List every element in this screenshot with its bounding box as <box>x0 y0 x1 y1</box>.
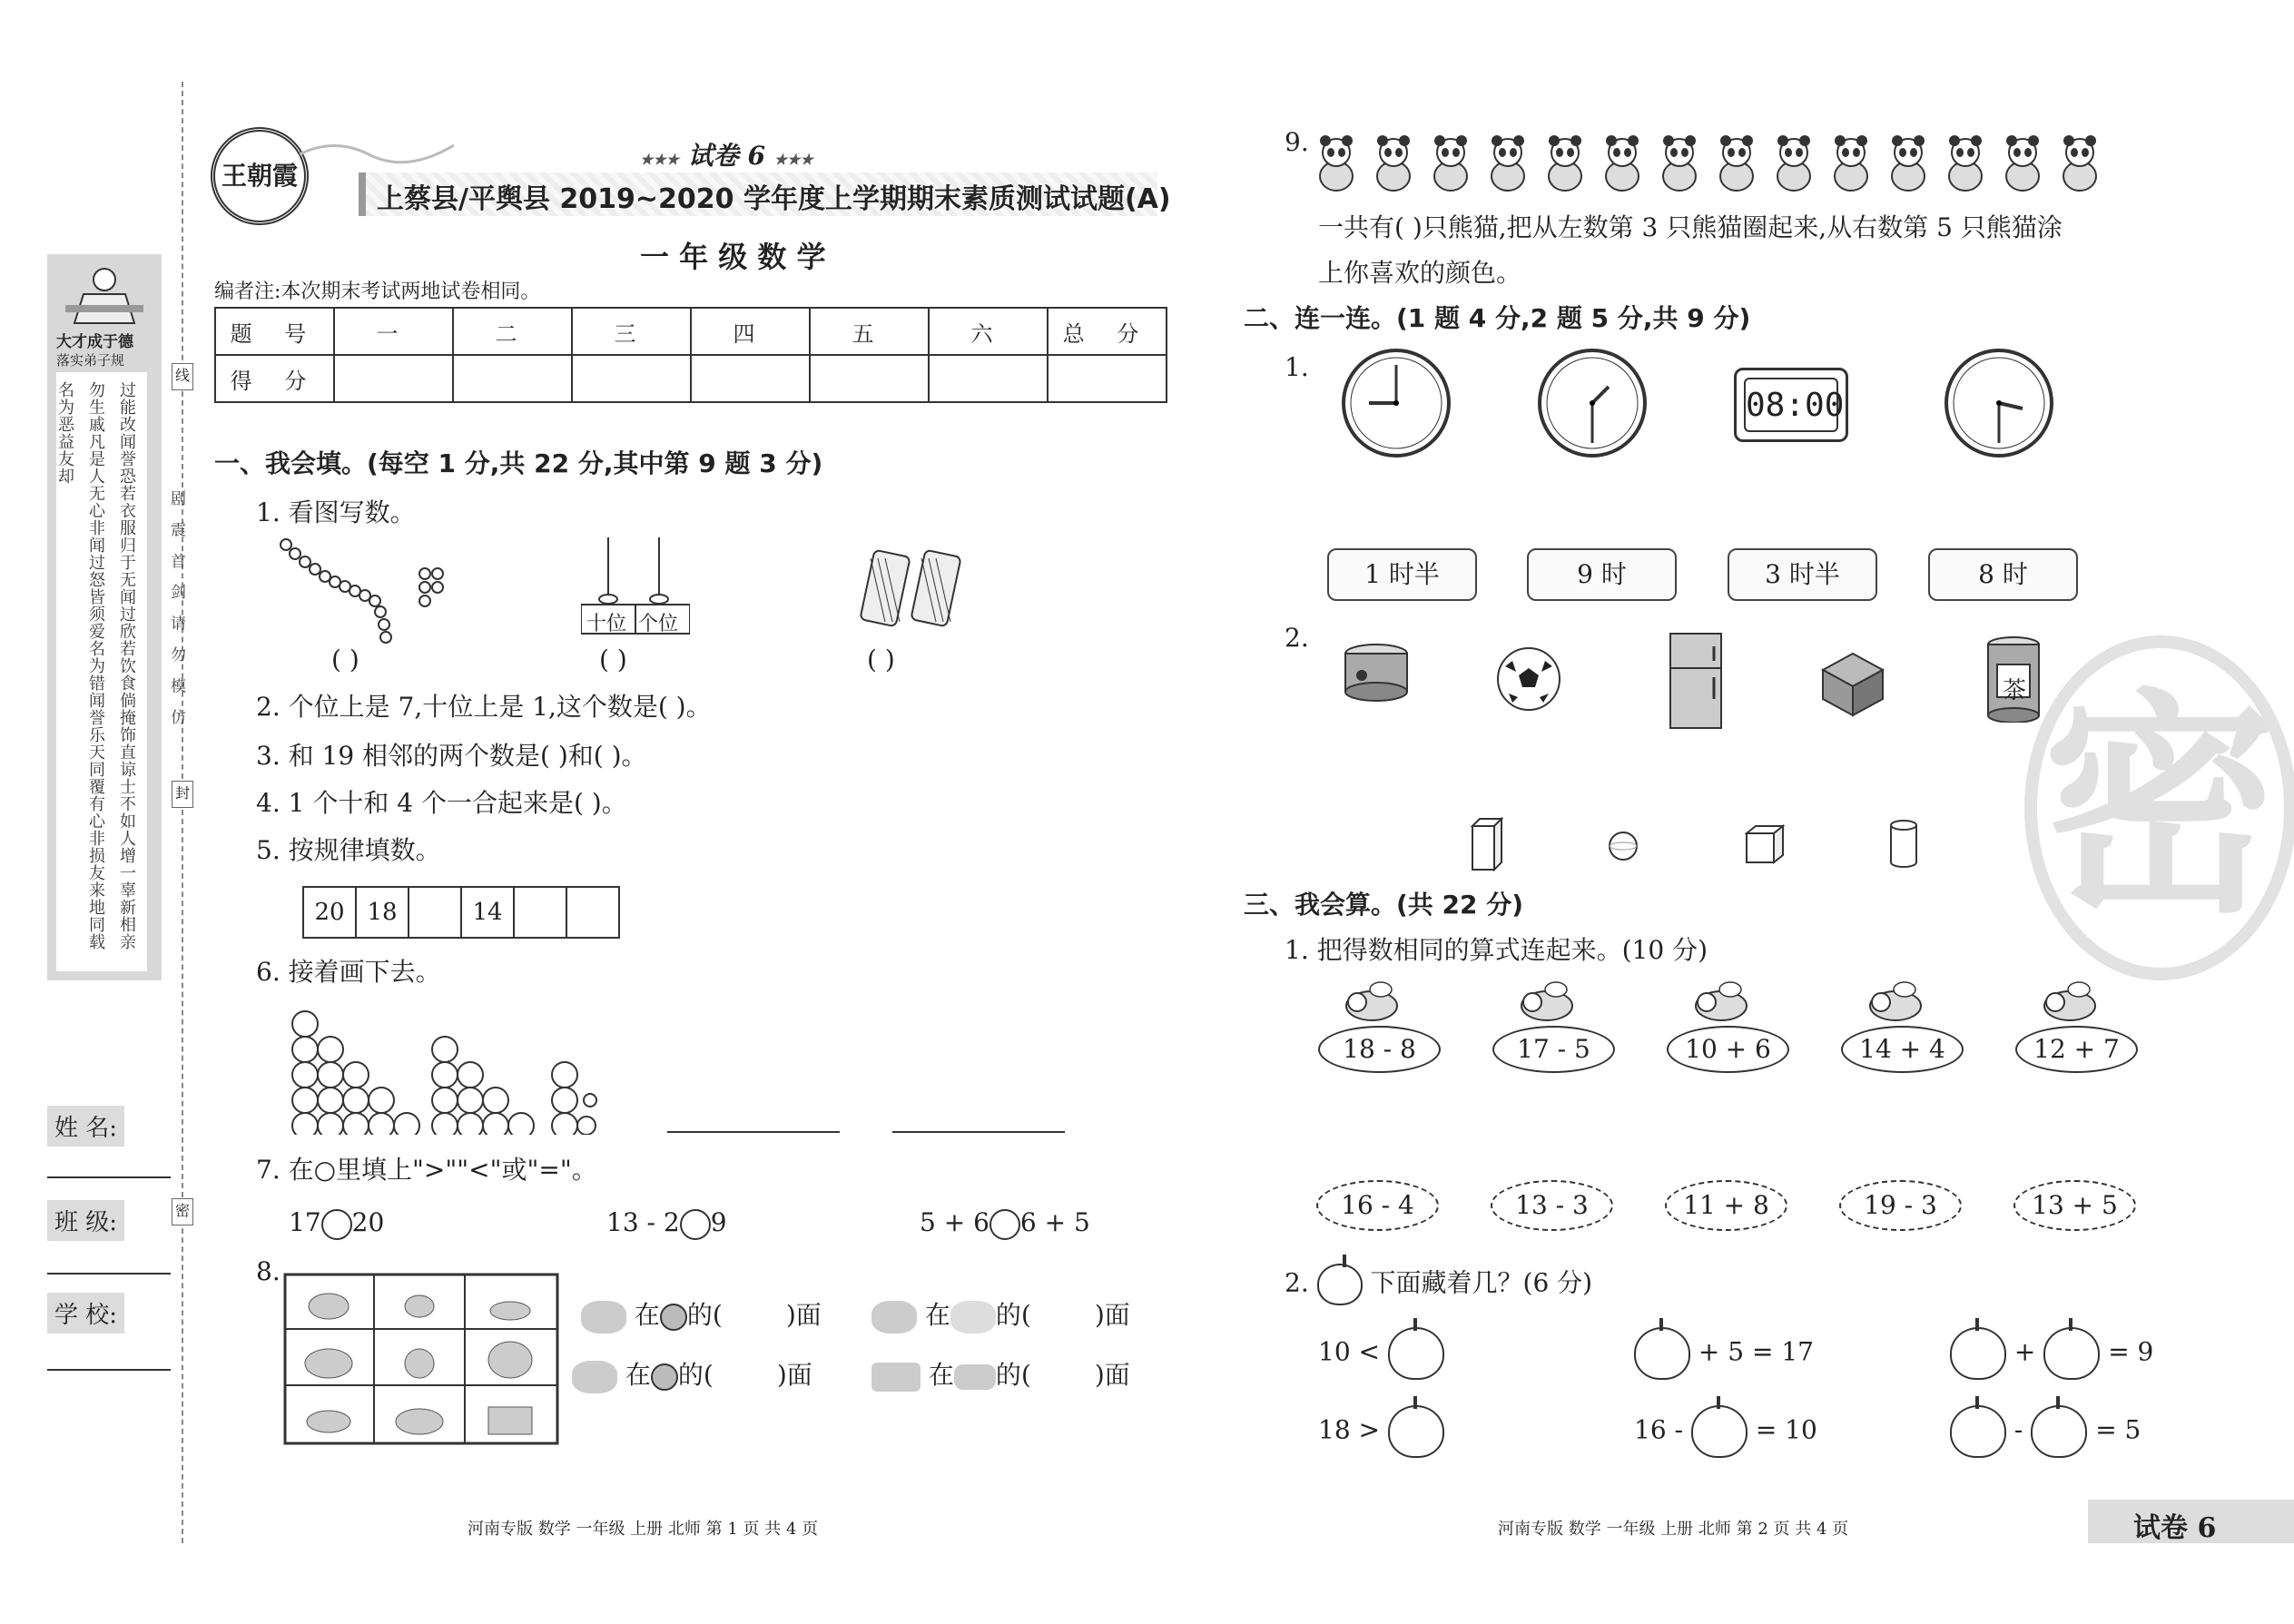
q7-item-3: 5 + 6 6 + 5 <box>920 1207 1090 1240</box>
q8-line-1: 在 的( )面 <box>581 1300 822 1334</box>
q8-line-2: 在 的( )面 <box>871 1300 1130 1334</box>
section2-q1-label: 1. <box>1285 352 1309 382</box>
sequence-table <box>302 886 620 939</box>
name-label: 姓 名: <box>47 1106 124 1147</box>
panda-icon[interactable] <box>1320 135 1353 191</box>
apple-blank[interactable] <box>1950 1327 2006 1380</box>
top-expression-4[interactable]: 14 + 4 <box>1841 1026 1964 1073</box>
panda-row-picture <box>1316 133 2151 196</box>
top-expression-1[interactable]: 18 - 8 <box>1318 1026 1441 1073</box>
q1-text: 1. 看图写数。 <box>256 497 416 527</box>
cylinder-shape-icon[interactable] <box>1888 819 1919 870</box>
footer-right: 河南专版 数学 一年级 上册 北师 第 2 页 共 4 页 <box>1498 1520 1849 1539</box>
panda-icon[interactable] <box>1663 135 1696 191</box>
panda-icon[interactable] <box>1720 135 1753 191</box>
score-table-cell: 得 分 <box>215 355 334 402</box>
score-table-cell: 五 <box>810 308 929 355</box>
score-table-cell: 四 <box>691 308 810 355</box>
sequence-cell: 14 <box>461 887 514 938</box>
score-table-cell: 二 <box>453 308 572 355</box>
time-card-2[interactable]: 9 时 <box>1527 548 1677 601</box>
score-input-cell[interactable] <box>691 355 810 402</box>
name-input-line[interactable] <box>47 1176 171 1178</box>
apple-blank[interactable] <box>1691 1405 1748 1458</box>
class-input-line[interactable] <box>47 1273 171 1275</box>
cuboid-shape-icon[interactable] <box>1469 817 1505 871</box>
stick-bundles-picture <box>858 549 967 627</box>
car-icon <box>954 1364 996 1390</box>
school-label: 学 校: <box>47 1293 124 1334</box>
panda-icon[interactable] <box>1434 135 1467 191</box>
clock-half-past-3[interactable] <box>1943 347 2055 459</box>
panda-icon[interactable] <box>1606 135 1639 191</box>
fold-mark-mid: 封 <box>172 781 193 808</box>
circle-pattern-picture <box>289 1008 597 1135</box>
q3-text: 3. 和 19 相邻的两个数是( )和( )。 <box>256 741 647 771</box>
panda-icon[interactable] <box>1549 135 1581 191</box>
apple-eq-3: + = 9 <box>1950 1327 2153 1380</box>
bottom-expression-4[interactable]: 19 - 3 <box>1839 1180 1962 1231</box>
fold-note: 剧 震 首 剑 请 勿 模 仿 <box>167 490 185 730</box>
apple-blank[interactable] <box>1388 1405 1444 1458</box>
score-input-cell[interactable] <box>453 355 572 402</box>
q2-text: 2. 个位上是 7,十位上是 1,这个数是( )。 <box>256 692 712 722</box>
score-table-cell: 一 <box>334 308 453 355</box>
tea-can-label: 茶 <box>2003 677 2027 704</box>
apple-blank[interactable] <box>1388 1327 1444 1380</box>
ribbon-decoration <box>300 136 454 172</box>
abacus-ones-label: 个位 <box>638 613 679 635</box>
apple-blank[interactable] <box>2031 1405 2087 1458</box>
refrigerator-icon[interactable] <box>1669 632 1725 732</box>
elephant-icon <box>871 1301 917 1334</box>
star-icon: ★★★ <box>773 151 813 168</box>
cat-icon <box>950 1301 996 1334</box>
compare-circle[interactable] <box>321 1209 352 1240</box>
score-table <box>214 307 1167 403</box>
brand-logo: 王朝霞 <box>211 127 309 225</box>
q9-number: 9. <box>1285 127 1309 157</box>
fold-mark-top: 线 <box>172 363 193 390</box>
panda-icon[interactable] <box>1835 135 1867 191</box>
q5-text: 5. 按规律填数。 <box>256 835 441 865</box>
cube-shape-icon[interactable] <box>1745 824 1785 864</box>
exam-title: 上蔡县/平舆县 2019~2020 学年度上学期期末素质测试试题(A) <box>377 183 1171 215</box>
subject-title: 一 年 级 数 学 <box>640 240 826 274</box>
bottom-expression-2[interactable]: 13 - 3 <box>1491 1180 1613 1231</box>
score-table-cell: 总 分 <box>1048 308 1167 355</box>
bee-icon <box>1514 980 1580 1024</box>
bee-icon <box>1863 980 1928 1024</box>
footer-tag: 试卷 6 <box>2133 1512 2217 1544</box>
school-input-line[interactable] <box>47 1369 171 1371</box>
time-card-4[interactable]: 8 时 <box>1928 548 2078 601</box>
bus-icon <box>871 1363 921 1392</box>
sequence-cell: 20 <box>303 887 356 938</box>
q6-answer-line-1[interactable] <box>667 1131 840 1133</box>
score-input-cell[interactable] <box>1048 355 1167 402</box>
paper-tag: ★★★ 试卷 6 ★★★ <box>640 141 813 171</box>
score-input-cell[interactable] <box>334 355 453 402</box>
q1-blank-1[interactable]: ( ) <box>331 645 359 674</box>
footer-left: 河南专版 数学 一年级 上册 北师 第 1 页 共 4 页 <box>468 1520 819 1539</box>
panda-icon[interactable] <box>1377 135 1410 191</box>
time-card-3[interactable]: 3 时半 <box>1728 548 1877 601</box>
top-expression-5[interactable]: 12 + 7 <box>2015 1026 2138 1073</box>
top-expression-2[interactable]: 17 - 5 <box>1492 1026 1615 1073</box>
apple-eq-4: 18 > <box>1318 1405 1444 1458</box>
panda-icon[interactable] <box>1492 135 1524 191</box>
section2-q2-label: 2. <box>1285 623 1309 653</box>
panda-icon[interactable] <box>2006 135 2039 191</box>
section3-q2: 2. 下面藏着几？(6 分) <box>1285 1264 1592 1305</box>
sequence-blank-cell[interactable] <box>514 887 566 938</box>
sequence-blank-cell[interactable] <box>409 887 461 938</box>
fold-mark-bottom: 密 <box>172 1198 193 1225</box>
q8-label: 8. <box>256 1256 281 1286</box>
clock-9-oclock[interactable] <box>1340 347 1452 459</box>
ball-icon <box>660 1304 687 1331</box>
bottom-expression-3[interactable]: 11 + 8 <box>1665 1180 1787 1231</box>
score-table-cell: 题 号 <box>215 308 334 355</box>
shelf-picture <box>283 1265 560 1445</box>
section3-q1-text: 1. 把得数相同的算式连起来。(10 分) <box>1285 935 1708 965</box>
q8-line-3: 在 的( )面 <box>572 1360 812 1393</box>
bee-icon <box>1689 980 1754 1024</box>
apple-eq-5: 16 - = 10 <box>1634 1405 1817 1458</box>
clock-half-past-1[interactable] <box>1536 347 1649 459</box>
top-expression-3[interactable]: 10 + 6 <box>1667 1026 1789 1073</box>
watermark-stamp: 密 <box>2024 635 2294 980</box>
bottom-expression-5[interactable]: 13 + 5 <box>2013 1180 2136 1231</box>
scholar-illustration <box>56 263 153 327</box>
score-input-cell[interactable] <box>810 355 929 402</box>
score-input-cell[interactable] <box>572 355 691 402</box>
compare-circle[interactable] <box>989 1209 1020 1240</box>
sequence-blank-cell[interactable] <box>566 887 619 938</box>
score-table-cell: 三 <box>572 308 691 355</box>
fold-line <box>182 82 183 1543</box>
q9-text-2: 上你喜欢的颜色。 <box>1318 258 1522 288</box>
score-table-score-row <box>215 355 1167 402</box>
apple-eq-2: + 5 = 17 <box>1634 1327 1814 1380</box>
apple-blank[interactable] <box>1950 1405 2006 1458</box>
q6-text: 6. 接着画下去。 <box>256 957 441 987</box>
motto-title-2: 落实弟子规 <box>56 352 125 369</box>
sphere-shape-icon[interactable] <box>1607 830 1639 862</box>
sharpener-icon[interactable] <box>1342 641 1411 704</box>
compare-circle[interactable] <box>680 1209 711 1240</box>
star-icon: ★★★ <box>640 151 680 168</box>
q8-line-4: 在 的( )面 <box>871 1360 1130 1392</box>
q1-blank-2[interactable]: ( ) <box>599 645 627 674</box>
q7-item-2: 13 - 2 9 <box>606 1207 727 1240</box>
section1-heading: 一、我会填。(每空 1 分,共 22 分,其中第 9 题 3 分) <box>214 448 823 478</box>
q7-item-1: 17 20 <box>289 1207 384 1240</box>
score-table-cell: 六 <box>929 308 1048 355</box>
motto-title-1: 大才成于德 <box>56 333 133 351</box>
apple-icon <box>1317 1264 1363 1305</box>
panda-icon[interactable] <box>1777 135 1810 191</box>
apple-eq-6: - = 5 <box>1950 1405 2141 1458</box>
score-table-header-row <box>215 308 1167 355</box>
apple-eq-1: 10 < <box>1318 1327 1444 1380</box>
q4-text: 4. 1 个十和 4 个一合起来是( )。 <box>256 788 627 818</box>
motto-text: 过能改闻誉恐若衣服归于无闻过欣若饮食倘掩饰直谅士不如人增一辜新相亲勿生戚凡是人无心非闻过怒皆须爱名为错闻誉乐天同覆有心非损友来地同载名为恶益友却 <box>56 372 147 971</box>
abacus-tens-label: 十位 <box>586 613 627 635</box>
score-input-cell[interactable] <box>929 355 1048 402</box>
apple-blank[interactable] <box>2043 1327 2100 1380</box>
q9-text-1: 一共有( )只熊猫,把从左数第 3 只熊猫圈起来,从右数第 5 只熊猫涂 <box>1318 212 2063 242</box>
q6-answer-line-2[interactable] <box>892 1131 1065 1133</box>
digital-clock-display: 08:00 <box>1744 378 1838 432</box>
bee-icon <box>2037 980 2102 1024</box>
time-card-1[interactable]: 1 时半 <box>1327 548 1477 601</box>
panda-icon[interactable] <box>1892 135 1925 191</box>
panda-icon[interactable] <box>1949 135 1982 191</box>
q7-text: 7. 在○里填上">""<"或"="。 <box>256 1155 597 1185</box>
panda-icon[interactable] <box>2063 135 2096 191</box>
class-label: 班 级: <box>47 1200 124 1241</box>
q1-blank-3[interactable]: ( ) <box>867 645 895 674</box>
digital-clock[interactable] <box>1734 368 1848 442</box>
bead-string-picture <box>277 536 449 645</box>
section3-heading: 三、我会算。(共 22 分) <box>1244 890 1524 920</box>
editor-note: 编者注:本次期末考试两地试卷相同。 <box>214 281 541 303</box>
rubiks-cube-icon[interactable] <box>1819 650 1886 717</box>
elephant-icon <box>572 1361 617 1393</box>
apple-blank[interactable] <box>1634 1327 1690 1380</box>
tiger-icon <box>581 1301 626 1334</box>
bottom-expression-1[interactable]: 16 - 4 <box>1316 1180 1439 1231</box>
section2-heading: 二、连一连。(1 题 4 分,2 题 5 分,共 9 分) <box>1244 303 1751 333</box>
soccer-ball-icon[interactable] <box>1496 646 1561 712</box>
sequence-cell: 18 <box>356 887 409 938</box>
ball-icon <box>651 1363 678 1391</box>
bee-icon <box>1339 980 1404 1024</box>
